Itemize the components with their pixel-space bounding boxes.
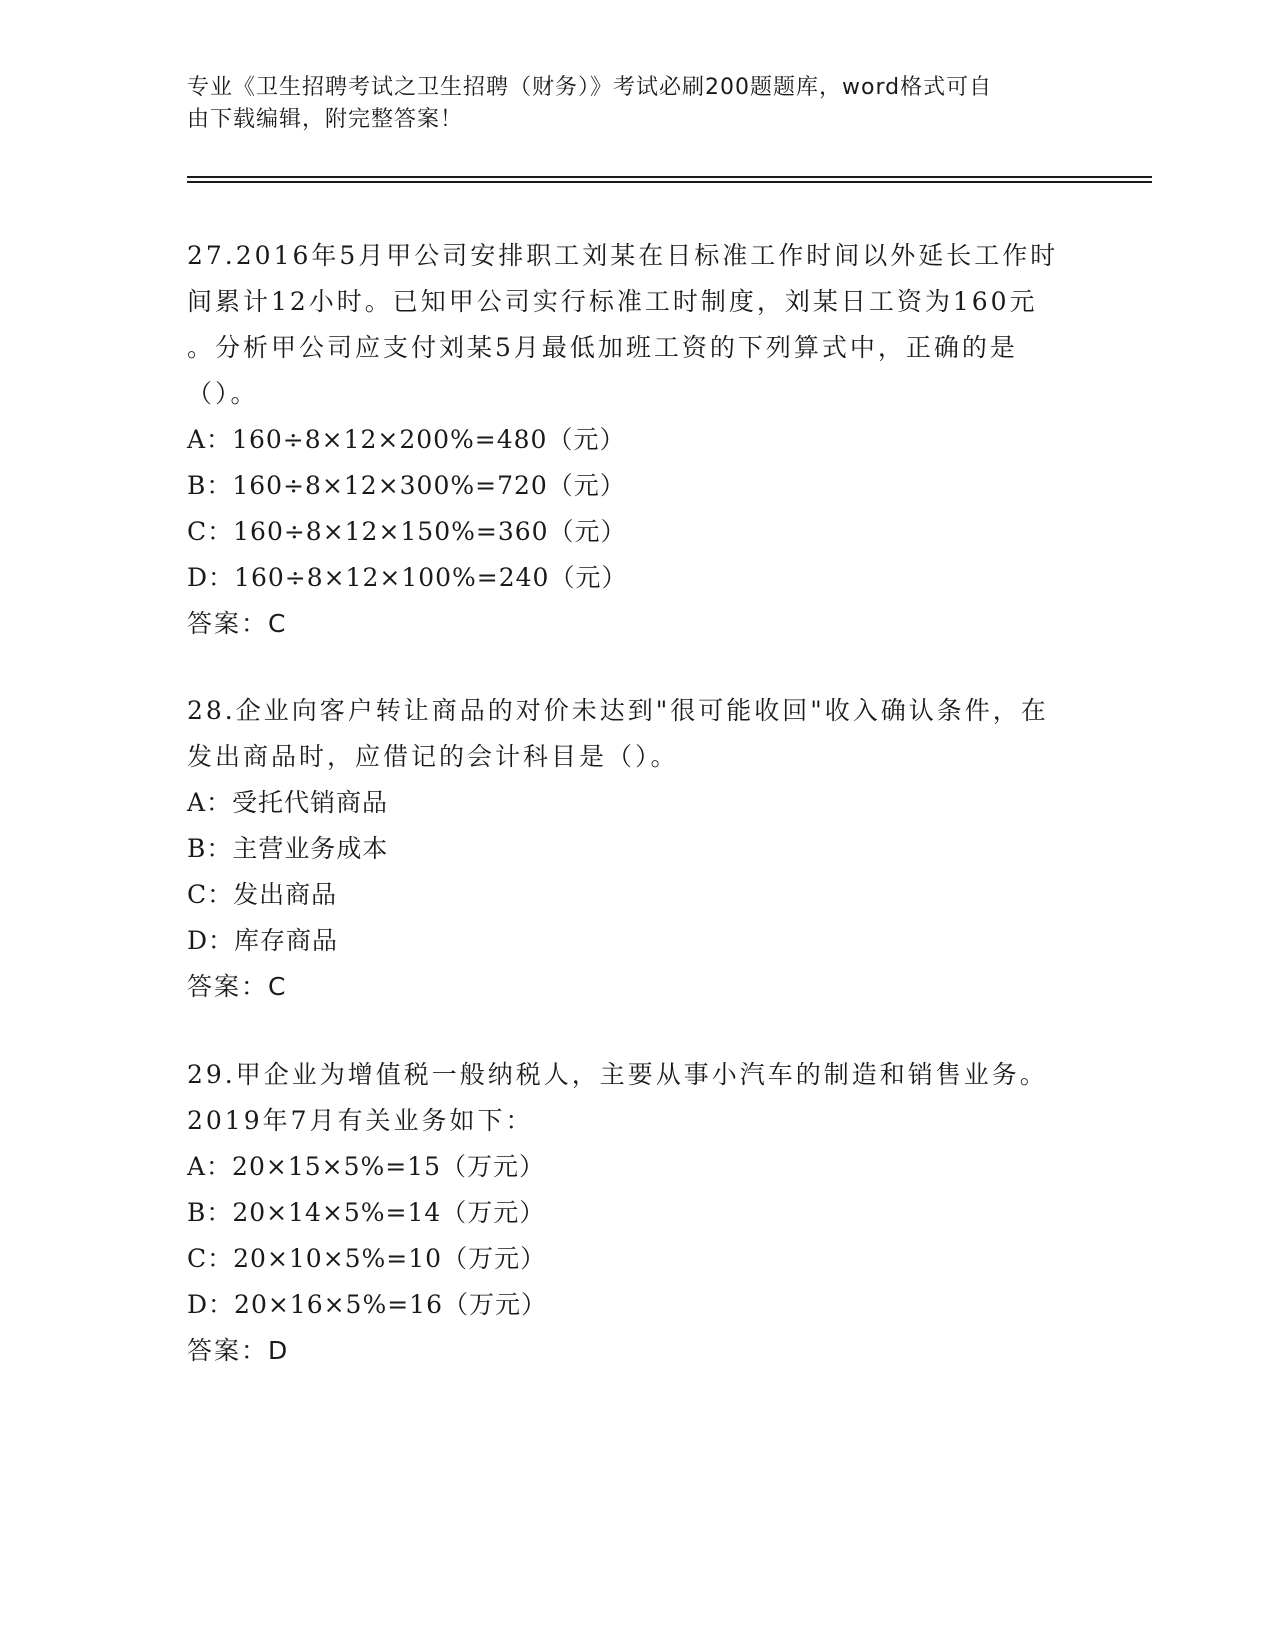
- option-a: A：20×15×5%=15（万元）: [187, 1152, 545, 1181]
- question-stem-line: 2019年7月有关业务如下：: [187, 1106, 534, 1135]
- option-c: C：160÷8×12×150%=360（元）: [187, 517, 627, 546]
- option-b: B：20×14×5%=14（万元）: [187, 1198, 546, 1227]
- question-stem-line: 。分析甲公司应支付刘某5月最低加班工资的下列算式中，正确的是: [187, 333, 1018, 362]
- question-stem-line: 发出商品时，应借记的会计科目是（）。: [187, 742, 679, 771]
- option-b: B：主营业务成本: [187, 834, 389, 863]
- question-stem-line: 28.企业向客户转让商品的对价未达到"很可能收回"收入确认条件，在: [187, 696, 1049, 725]
- option-c: C：发出商品: [187, 880, 338, 909]
- header-line: 专业《卫生招聘考试之卫生招聘（财务）》考试必刷200题题库，word格式可自: [187, 75, 993, 100]
- option-c: C：20×10×5%=10（万元）: [187, 1244, 547, 1273]
- question-stem-line: （）。: [187, 379, 259, 408]
- question-28: [187, 688, 1087, 1010]
- question-29: [187, 1052, 1087, 1374]
- question-stem-line: 间累计12小时。已知甲公司实行标准工时制度，刘某日工资为160元: [187, 287, 1038, 316]
- header-divider: [187, 176, 1152, 178]
- option-a: A：受托代销商品: [187, 788, 389, 817]
- document-header: [187, 72, 1087, 136]
- option-d: D：20×16×5%=16（万元）: [187, 1290, 547, 1319]
- header-line: 由下载编辑，附完整答案！: [187, 107, 464, 132]
- answer: 答案：C: [187, 972, 288, 1001]
- question-stem-line: 29.甲企业为增值税一般纳税人，主要从事小汽车的制造和销售业务。: [187, 1060, 1048, 1089]
- question-27: [187, 233, 1087, 647]
- option-d: D：160÷8×12×100%=240（元）: [187, 563, 628, 592]
- answer: 答案：D: [187, 1336, 290, 1365]
- header-divider: [187, 181, 1152, 183]
- option-d: D：库存商品: [187, 926, 339, 955]
- question-stem-line: 27.2016年5月甲公司安排职工刘某在日标准工作时间以外延长工作时: [187, 241, 1059, 270]
- answer: 答案：C: [187, 609, 288, 638]
- option-a: A：160÷8×12×200%=480（元）: [187, 425, 626, 454]
- option-b: B：160÷8×12×300%=720（元）: [187, 471, 626, 500]
